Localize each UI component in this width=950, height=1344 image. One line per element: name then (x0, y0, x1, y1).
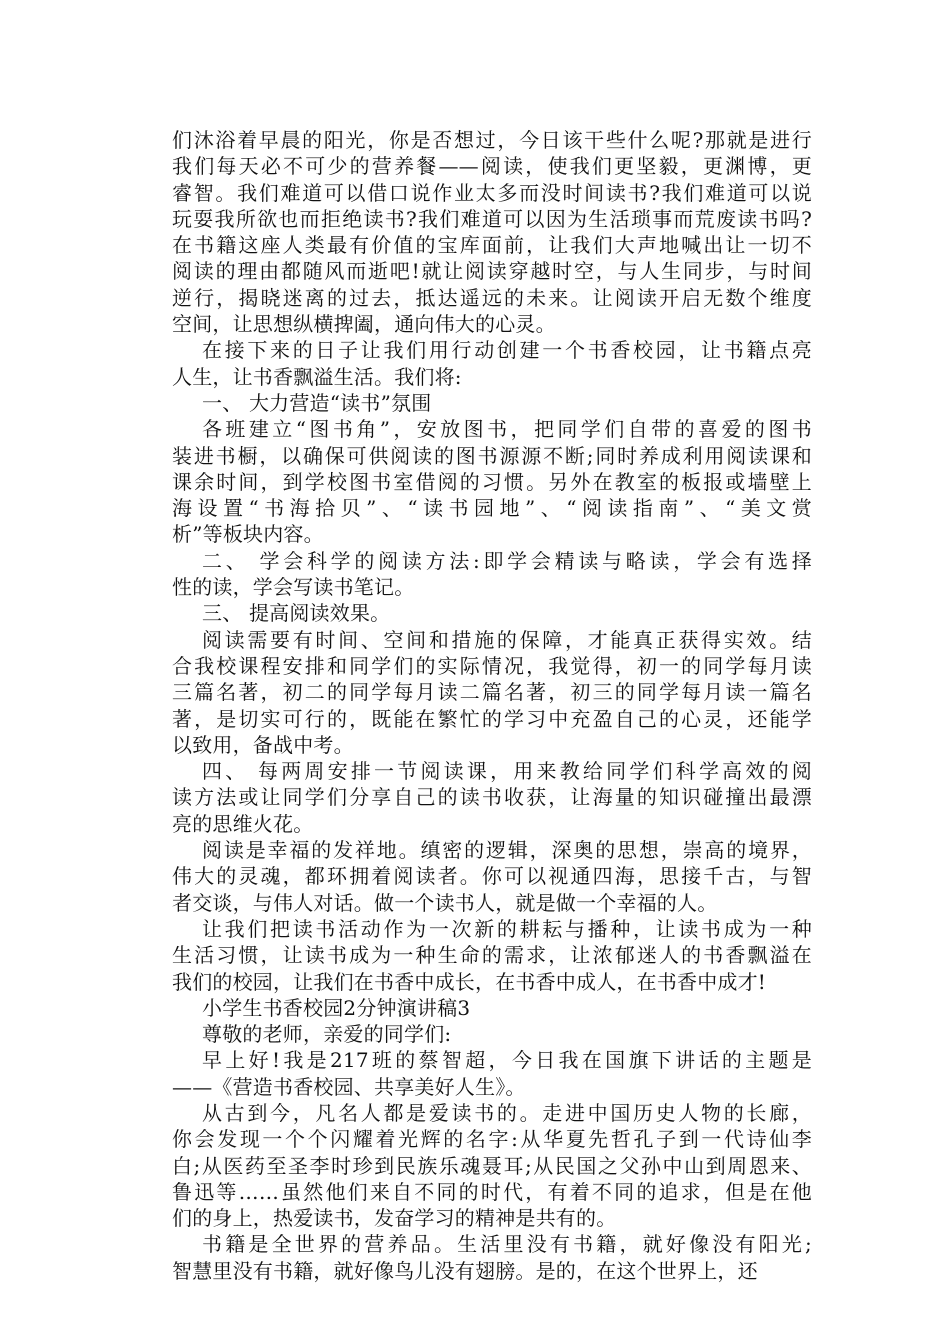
text-line: 们沐浴着早晨的阳光，你是否想过，今日该干些什么呢?那就是进行 (172, 128, 812, 152)
text-line: 们的身上，热爱读书，发奋学习的精神是共有的。 (172, 1206, 617, 1231)
paragraph (172, 127, 812, 337)
text-line: 合我校课程安排和同学们的实际情况，我觉得，初一的同学每月读 (172, 653, 812, 678)
paragraph (172, 548, 812, 601)
text-line: 一、 大力营造“读书”氛围 (202, 390, 432, 415)
paragraph (172, 600, 812, 626)
paragraph (172, 995, 812, 1021)
text-line: 早上好!我是217班的蔡智超，今日我在国旗下讲话的主题是 (202, 1048, 812, 1073)
paragraph (172, 1100, 812, 1231)
text-line: 析”等板块内容。 (172, 522, 324, 547)
text-line: 让我们把读书活动作为一次新的耕耘与播种，让读书成为一种 (202, 916, 812, 941)
text-line: 三、 提高阅读效果。 (202, 601, 391, 626)
text-line: 鲁迅等……虽然他们来自不同的时代，有着不同的追求，但是在他 (172, 1179, 812, 1204)
text-line: 生活习惯，让读书成为一种生命的需求，让浓郁迷人的书香飘溢在 (172, 943, 812, 968)
text-line: 阅读的理由都随风而逝吧!就让阅读穿越时空，与人生同步，与时间 (172, 259, 812, 284)
document-body (172, 127, 812, 1284)
text-line: 阅读是幸福的发祥地。缜密的逻辑，深奥的思想，崇高的境界， (202, 838, 812, 863)
text-line: 尊敬的老师，亲爱的同学们: (202, 1022, 452, 1047)
text-line: 你会发现一个个闪耀着光辉的名字:从华夏先哲孔子到一代诗仙李 (172, 1127, 812, 1152)
text-line: 智慧里没有书籍，就好像鸟儿没有翅膀。是的，在这个世界上，还 (172, 1258, 758, 1283)
text-line: 玩耍我所欲也而拒绝读书?我们难道可以因为生活琐事而荒废读书吗? (172, 206, 812, 231)
text-line: ——《营造书香校园、共享美好人生》。 (172, 1074, 526, 1099)
text-line: 在接下来的日子让我们用行动创建一个书香校园，让书籍点亮 (202, 338, 812, 363)
text-line: 二、 学会科学的阅读方法:即学会精读与略读，学会有选择 (202, 548, 812, 573)
text-line: 以致用，备战中考。 (172, 732, 354, 757)
text-line: 书籍是全世界的营养品。生活里没有书籍，就好像没有阳光; (202, 1232, 812, 1257)
text-line: 读方法或让同学们分享自己的读书收获，让海量的知识碰撞出最漂 (172, 785, 812, 810)
text-line: 逆行，揭晓迷离的过去，抵达遥远的未来。让阅读开启无数个维度 (172, 285, 812, 310)
text-line: 课余时间，到学校图书室借阅的习惯。另外在教室的板报或墙壁上 (172, 469, 812, 494)
text-line: 白;从医药至圣李时珍到民族乐魂聂耳;从民国之父孙中山到周恩来、 (172, 1153, 812, 1178)
text-line: 从古到今，凡名人都是爱读书的。走进中国历史人物的长廊， (202, 1100, 812, 1125)
paragraph (172, 337, 812, 390)
text-line: 三篇名著，初二的同学每月读二篇名著，初三的同学每月读一篇名 (172, 680, 812, 705)
text-line: 各班建立“图书角”，安放图书，把同学们自带的喜爱的图书 (202, 417, 812, 442)
text-line: 小学生书香校园2分钟演讲稿3 (202, 995, 471, 1020)
paragraph (172, 627, 812, 758)
paragraph (172, 758, 812, 837)
text-line: 性的读，学会写读书笔记。 (172, 575, 415, 600)
paragraph (172, 1021, 812, 1047)
paragraph (172, 837, 812, 916)
paragraph (172, 390, 812, 416)
paragraph (172, 1047, 812, 1100)
text-line: 者交谈，与伟人对话。做一个读书人，就是做一个幸福的人。 (172, 890, 718, 915)
paragraph (172, 416, 812, 547)
text-line: 亮的思维火花。 (172, 811, 314, 836)
text-line: 四、 每两周安排一节阅读课，用来教给同学们科学高效的阅 (202, 759, 812, 784)
paragraph (172, 916, 812, 995)
text-line: 我们每天必不可少的营养餐——阅读，使我们更坚毅，更渊博，更 (172, 154, 812, 179)
text-line: 著，是切实可行的，既能在繁忙的学习中充盈自己的心灵，还能学 (172, 706, 812, 731)
text-line: 空间，让思想纵横捭阖，通向伟大的心灵。 (172, 312, 556, 337)
text-line: 装进书橱，以确保可供阅读的图书源源不断;同时养成利用阅读课和 (172, 443, 812, 468)
text-line: 我们的校园，让我们在书香中成长，在书香中成人，在书香中成才! (172, 969, 767, 994)
paragraph (172, 1231, 812, 1284)
text-line: 阅读需要有时间、空间和措施的保障，才能真正获得实效。结 (202, 627, 812, 652)
text-line: 人生，让书香飘溢生活。我们将: (172, 364, 462, 389)
text-line: 伟大的灵魂，都环拥着阅读者。你可以视通四海，思接千古，与智 (172, 864, 812, 889)
text-line: 海设置“书海拾贝”、“读书园地”、“阅读指南”、“美文赏 (172, 496, 812, 521)
text-line: 睿智。我们难道可以借口说作业太多而没时间读书?我们难道可以说 (172, 180, 812, 205)
text-line: 在书籍这座人类最有价值的宝库面前，让我们大声地喊出让一切不 (172, 233, 812, 258)
